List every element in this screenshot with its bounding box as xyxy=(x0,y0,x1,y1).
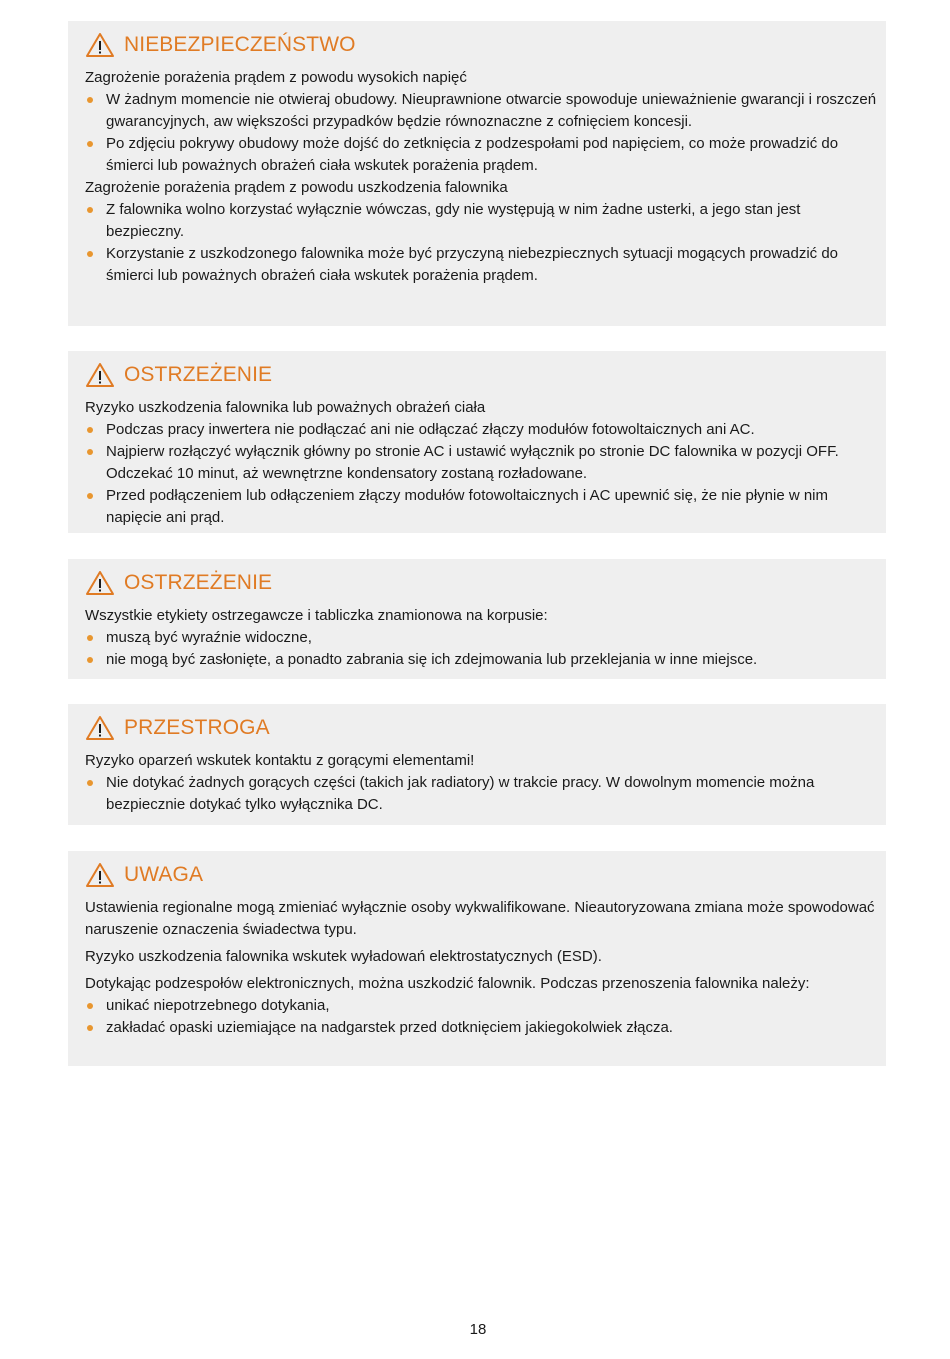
bullet-icon xyxy=(87,449,93,455)
notice-paragraph: Ryzyko uszkodzenia falownika wskutek wyładowań elektrostatycznych (ESD). xyxy=(85,948,602,965)
notice-header xyxy=(85,569,882,597)
bullet-list xyxy=(85,627,882,671)
bullet-icon xyxy=(87,1003,93,1009)
list-item xyxy=(85,89,882,133)
bullet-icon xyxy=(87,1025,93,1031)
notice-box xyxy=(68,704,886,825)
warning-triangle-icon xyxy=(85,715,115,741)
bullet-icon xyxy=(87,427,93,433)
list-item xyxy=(85,627,882,649)
list-item-text: muszą być wyraźnie widoczne, xyxy=(106,629,312,646)
warning-triangle-icon xyxy=(85,570,115,596)
notice-paragraph: Wszystkie etykiety ostrzegawcze i tabliczka znamionowa na korpusie: xyxy=(85,607,548,624)
notice-title: OSTRZEŻENIE xyxy=(124,571,273,594)
bullet-icon xyxy=(87,493,93,499)
notice-paragraph: Ryzyko uszkodzenia falownika lub poważnych obrażeń ciała xyxy=(85,399,486,416)
notice-header xyxy=(85,861,882,889)
warning-triangle-icon xyxy=(85,32,115,58)
bullet-icon xyxy=(87,141,93,147)
list-item xyxy=(85,649,882,671)
notice-paragraph: Zagrożenie porażenia prądem z powodu wysokich napięć xyxy=(85,69,467,86)
notice-box xyxy=(68,21,886,326)
list-item-text: Najpierw rozłączyć wyłącznik główny po stronie AC i ustawić wyłącznik po stronie DC falownika w pozycji OFF. Odczekać 10 minut, aż wewnętrzne kondensatory zostaną rozładowane. xyxy=(106,443,839,482)
list-item xyxy=(85,485,882,529)
bullet-icon xyxy=(87,97,93,103)
notice-box xyxy=(68,559,886,679)
notice-header xyxy=(85,361,882,389)
notice-title: UWAGA xyxy=(124,863,204,886)
notice-paragraph: Zagrożenie porażenia prądem z powodu uszkodzenia falownika xyxy=(85,179,508,196)
list-item xyxy=(85,243,882,287)
notice-title: PRZESTROGA xyxy=(124,716,270,739)
notice-paragraph: Ryzyko oparzeń wskutek kontaktu z gorącymi elementami! xyxy=(85,752,475,769)
list-item-text: Nie dotykać żadnych gorących części (takich jak radiatory) w trakcie pracy. W dowolnym momencie można bezpiecznie dotykać tylko wyłącznika DC. xyxy=(106,774,815,813)
notice-header xyxy=(85,31,882,59)
list-item-text: nie mogą być zasłonięte, a ponadto zabrania się ich zdejmowania lub przeklejania w inne miejsce. xyxy=(106,651,758,668)
list-item xyxy=(85,133,882,177)
list-item xyxy=(85,772,882,816)
bullet-list xyxy=(85,772,882,816)
warning-triangle-icon xyxy=(85,362,115,388)
list-item xyxy=(85,995,882,1017)
notice-title: OSTRZEŻENIE xyxy=(124,363,273,386)
bullet-list xyxy=(85,995,882,1039)
page-number: 18 xyxy=(469,1321,487,1338)
list-item-text: Z falownika wolno korzystać wyłącznie wówczas, gdy nie występują w nim żadne usterki, a jego stan jest bezpieczny. xyxy=(106,201,801,240)
bullet-list xyxy=(85,419,882,529)
bullet-list xyxy=(85,199,882,287)
list-item xyxy=(85,199,882,243)
notice-title: NIEBEZPIECZEŃSTWO xyxy=(124,33,356,56)
notice-header xyxy=(85,714,882,742)
list-item-text: zakładać opaski uziemiające na nadgarstek przed dotknięciem jakiegokolwiek złącza. xyxy=(106,1019,673,1036)
list-item xyxy=(85,1017,882,1039)
bullet-icon xyxy=(87,251,93,257)
notice-paragraph: Ustawienia regionalne mogą zmieniać wyłącznie osoby wykwalifikowane. Nieautoryzowana zmiana może spowodować naruszenie oznaczenia świadectwa typu. xyxy=(85,899,875,938)
bullet-icon xyxy=(87,207,93,213)
notice-paragraph: Dotykając podzespołów elektronicznych, można uszkodzić falownik. Podczas przenoszenia falownika należy: xyxy=(85,975,810,992)
notice-box xyxy=(68,351,886,533)
bullet-icon xyxy=(87,635,93,641)
bullet-icon xyxy=(87,780,93,786)
list-item-text: Po zdjęciu pokrywy obudowy może dojść do zetknięcia z podzespołami pod napięciem, co może prowadzić do śmierci lub poważnych obrażeń ciała wskutek porażenia prądem. xyxy=(106,135,839,174)
list-item-text: Korzystanie z uszkodzonego falownika może być przyczyną niebezpiecznych sytuacji mogących prowadzić do śmierci lub poważnych obrażeń ciała wskutek porażenia prądem. xyxy=(106,245,839,284)
notice-box xyxy=(68,851,886,1066)
list-item-text: Podczas pracy inwertera nie podłączać ani nie odłączać złączy modułów fotowoltaicznych ani AC. xyxy=(106,421,755,438)
list-item-text: unikać niepotrzebnego dotykania, xyxy=(106,997,330,1014)
warning-triangle-icon xyxy=(85,862,115,888)
list-item-text: Przed podłączeniem lub odłączeniem złączy modułów fotowoltaicznych i AC upewnić się, że nie płynie w nim napięcie ani prąd. xyxy=(106,487,829,526)
bullet-icon xyxy=(87,657,93,663)
bullet-list xyxy=(85,89,882,177)
list-item xyxy=(85,419,882,441)
list-item-text: W żadnym momencie nie otwieraj obudowy. Nieuprawnione otwarcie spowoduje unieważnienie gwarancji i roszczeń gwarancyjnych, aw większości przypadków będzie równoznaczne z cofnięciem koncesji. xyxy=(106,91,877,130)
list-item xyxy=(85,441,882,485)
